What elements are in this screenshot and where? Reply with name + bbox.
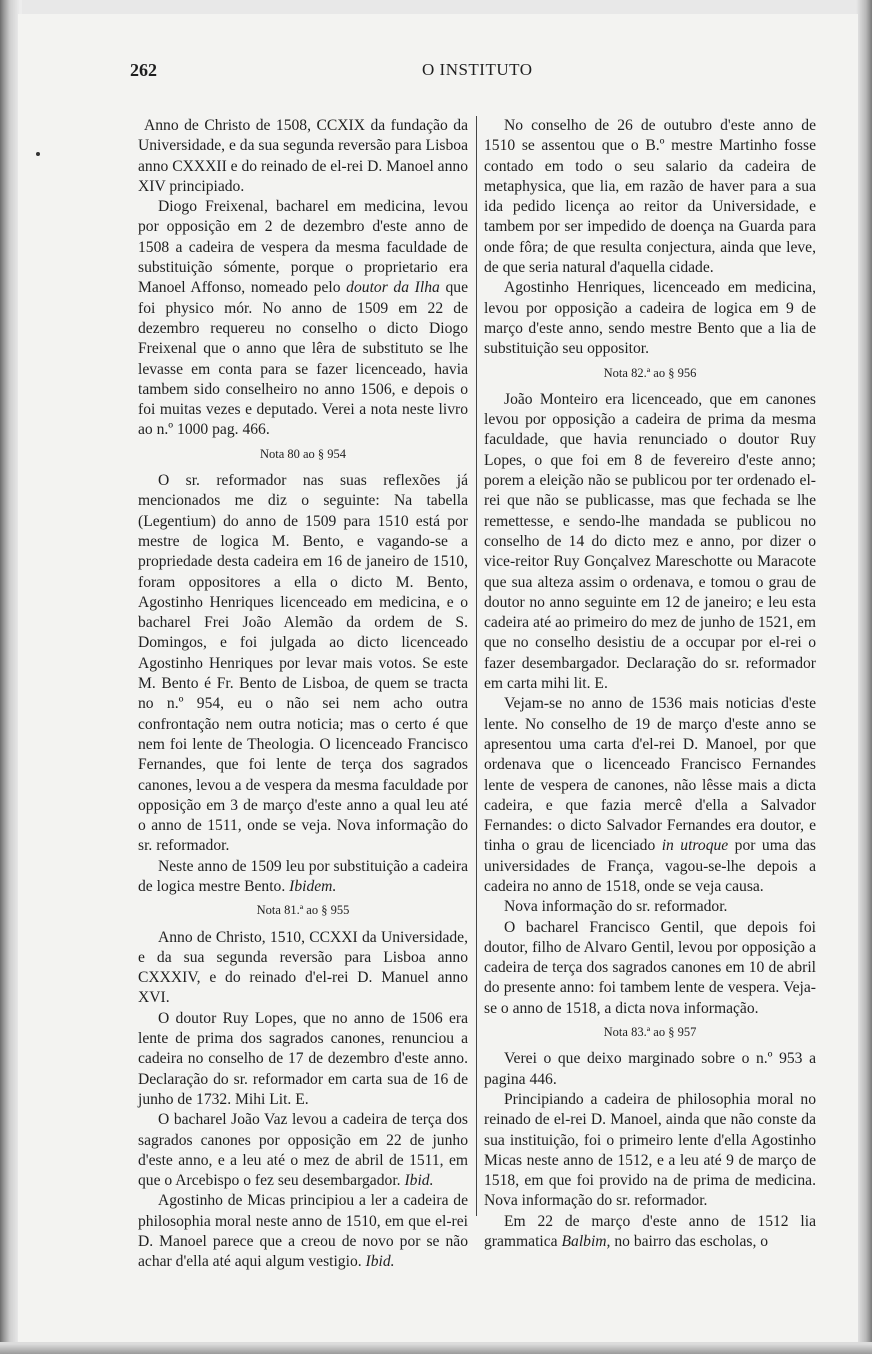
italic-text: Ibid. (365, 1253, 395, 1271)
note-heading: Nota 83.ª ao § 957 (603, 1025, 697, 1040)
paragraph: O sr. reformador nas suas reflexões já mencionados me diz o seguinte: Na tabella (Legentium) do anno de 1509 para 1510 está por mestre de logica M. Bento, e vagando-se a propriedade desta cadeira em 16 de janeiro de 1510, foram oppositores a ella o dicto M. Bento, Agostinho Henriques licenceado em medicina, e o bacharel Frei João Alemão da ordem de S. Domingos, e foi julgada ao dicto licenceado Agostinho Henriques por levar mais votos. Se este M. Bento é Fr. Bento de Lisboa, de quem se tracta no n.º 954, eu o não sei nem acho outra confrontação nem outra noticia; mas o certo é que nem foi lente de Theologia. O licenceado Francisco Fernandes, que foi lente de terça dos sagrados canones, levou a de vespera da mesma faculdade por opposição em 3 de março d'este anno a qual leu até o anno de 1511, onde se veja. Nova informação do sr. reformador. (138, 472, 468, 855)
note-heading: Nota 81.ª ao § 955 (256, 903, 350, 918)
paragraph-text: que foi physico mór. No anno de 1509 em 22 de dezembro requereu no conselho o dicto Diogo Freixenal que o anno que lêra de substituto se lhe levasse em conta para se fazer licenceado, havia tambem sido conselheiro no anno 1506, e depois o foi muitas vezes e deputado. Verei a nota neste livro ao n.º 1000 pag. 466. (138, 279, 468, 439)
right-column (484, 116, 816, 1252)
running-title: O INSTITUTO (422, 60, 533, 79)
paragraph: Verei o que deixo marginado sobre o n.º 953 a pagina 446. (484, 1050, 816, 1088)
page-number: 262 (130, 60, 157, 80)
paragraph-text: O bacharel João Vaz levou a cadeira de terça dos sagrados canones por opposição em 22 de junho d'este anno, e a leu até o mez de abril de 1511, em que o Arcebispo o fez seu desembargador. (138, 1111, 468, 1190)
paragraph: Anno de Christo, 1510, CCXXI da Universidade, e da sua segunda reversão para Lisboa anno CXXXIV, e do reinado d'el-rei D. Manuel anno XVI. (138, 928, 468, 1007)
paragraph-text: Neste anno de 1509 leu por substituição a cadeira de logica mestre Bento. (138, 857, 468, 895)
scan-edge-bottom (0, 1342, 872, 1354)
paragraph (138, 1191, 468, 1272)
paragraph: Agostinho Henriques, licenceado em medicina, levou por opposição a cadeira de logica em 9 de março d'este anno, sendo mestre Bento que a lia de substituição seu oppositor. (484, 279, 816, 358)
paragraph-text: Agostinho de Micas principiou a ler a cadeira de philosophia moral neste anno de 1510, em que el-rei D. Manoel parece que a creou de novo por se não achar d'ella até aqui algum vestigio. (138, 1192, 468, 1271)
paragraph (138, 197, 468, 441)
column-divider (476, 116, 477, 1216)
page-header (130, 60, 810, 90)
scan-edge-right (856, 0, 872, 1354)
paragraph-text: Em 22 de março d'este anno de 1512 lia grammatica (484, 1212, 816, 1251)
italic-text: in utroque (661, 837, 729, 855)
paragraph-text: Vejam-se no anno de 1536 mais noticias d'este lente. No conselho de 19 de março d'este anno se apresentou uma carta d'el-rei D. Manoel, por que ordenava que o licenceado Francisco Fernandes lente de vespera de canones, não lêsse mais a dicta cadeira, e que fazia mercê d'ella a Salvador Fernandes: o dicto Salvador Fernandes era doutor, e tinha o grau de licenciado (484, 695, 816, 855)
note-heading: Nota 82.ª ao § 956 (603, 365, 697, 380)
paragraph-text: Diogo Freixenal, bacharel em medicina, levou por opposição em 2 de dezembro d'este anno de 1508 a cadeira de vespera da mesma faculdade de substituição sómente, porque o proprietario era Manoel Affonso, nomeado pelo (138, 198, 468, 297)
paragraph (138, 857, 468, 898)
paragraph-text: no bairro das escholas, o (610, 1233, 769, 1251)
paragraph: O bacharel Francisco Gentil, que depois foi doutor, filho de Alvaro Gentil, levou por opposição a cadeira de terça dos sagrados canones em 10 de abril do presente anno: foi tambem lente de vespera. Veja-se o anno de 1518, a dicta nova informação. (484, 918, 816, 1017)
paragraph (484, 1212, 816, 1253)
italic-text: Balbim, (561, 1233, 611, 1251)
paragraph: No conselho de 26 de outubro d'este anno de 1510 se assentou que o B.º mestre Martinho fosse contado em todo o seu salario da cadeira de metaphysica, que lia, em razão de haver para a sua ida pedido licença ao reitor da Universidade, e tambem por ser impedido de doença na Guarda para onde fôra; de que resulta conjectura, ainda que leve, de que seria natural d'aquella cidade. (484, 117, 816, 277)
paragraph: Nova informação do sr. reformador. (504, 898, 728, 916)
note-heading: Nota 80 ao § 954 (259, 446, 347, 461)
paragraph (484, 694, 816, 897)
italic-text: Ibid. (404, 1172, 434, 1190)
paragraph: Principiando a cadeira de philosophia moral no reinado de el-rei D. Manoel, ainda que não conste da sua instituição, foi o primeiro lente d'ella Agostinho Micas neste anno de 1512, e a leu até 9 de março de 1518, em que foi provido na de prima de medicina. Nova informação do sr. reformador. (484, 1090, 816, 1210)
paragraph: Anno de Christo de 1508, CCXIX da fundação da Universidade, e da sua segunda reversão para Lisboa anno CXXXII e do reinado de el-rei D. Manoel anno XIV principiado. (138, 117, 468, 195)
paragraph: João Monteiro era licenceado, que em canones levou por opposição a cadeira de prima da mesma faculdade, que havia renunciado o doutor Ruy Lopes, o que foi em 8 de fevereiro d'este anno; porem a eleição não se publicou por ter ordenado el-rei que não se publicasse, mas que fechada se lhe remettesse, e sendo-lhe mandada se publicou no conselho de 14 do dicto mez e anno, por dizer o vice-reitor Ruy Gonçalvez Mareschotte ou Maracote que sua alteza assim o ordenava, e tomou o grau de doutor no anno seguinte em 12 de janeiro; e leu esta cadeira até ao primeiro do mez de junho de 1521, em que no conselho desistiu de a occupar por el-rei o fazer desembargador. Declaração do sr. reformador em carta mihi lit. E. (484, 390, 816, 693)
italic-text: doutor da Ilha (346, 279, 440, 297)
paragraph-text: por uma das universidades de França, vagou-se-lhe depois a cadeira no anno de 1518, onde se veja causa. (484, 837, 816, 895)
margin-mark (36, 152, 40, 156)
italic-text: Ibidem. (289, 877, 337, 895)
paragraph: O doutor Ruy Lopes, que no anno de 1506 era lente de prima dos sagrados canones, renunciou a cadeira no conselho de 17 de dezembro d'este anno. Declaração do sr. reformador em carta sua de 16 de junho de 1732. Mihi Lit. E. (138, 1009, 468, 1108)
paragraph (138, 1110, 468, 1191)
left-column (138, 116, 468, 1273)
